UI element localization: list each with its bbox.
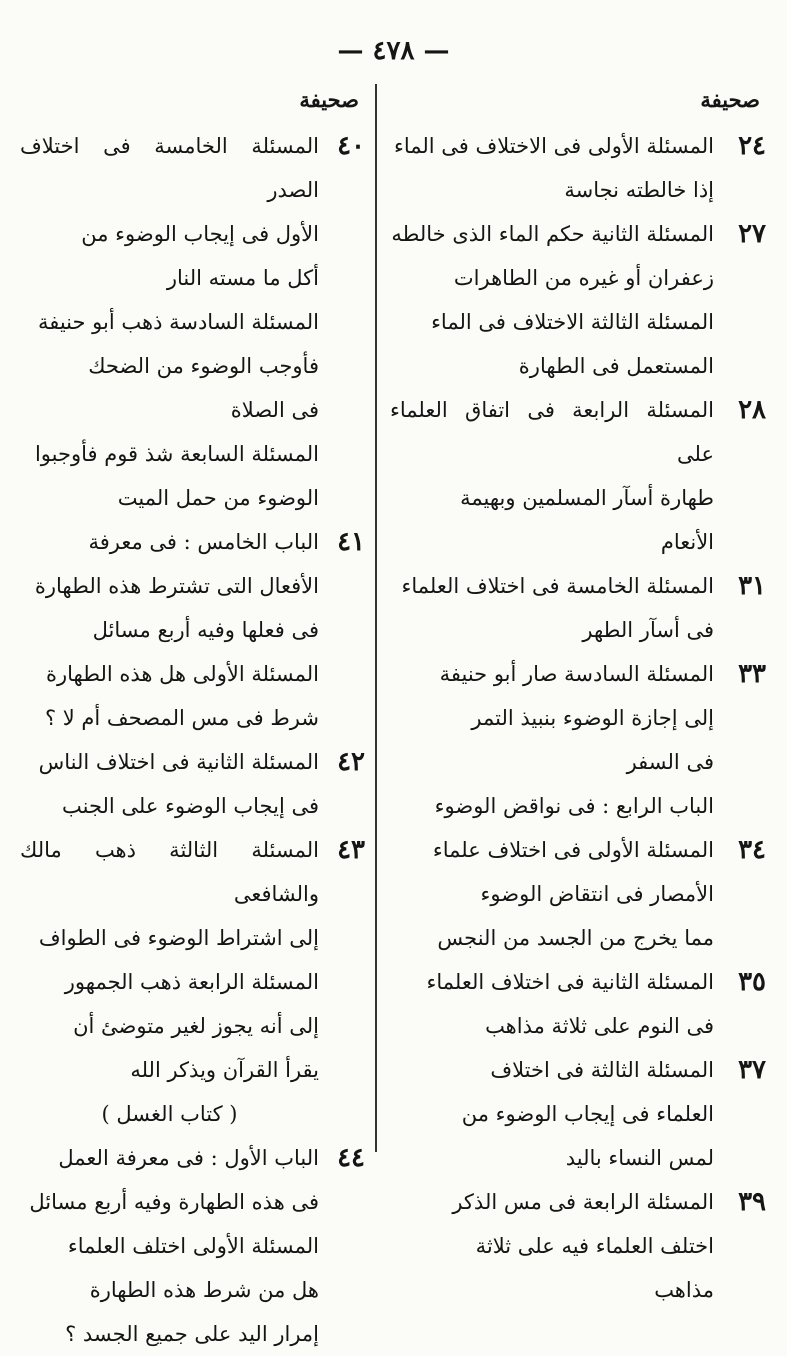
entry-page-number: ٣٤ — [738, 835, 766, 865]
entry-page-number: ٣٥ — [738, 967, 766, 997]
entry-page-number: ٤٣ — [337, 835, 365, 865]
toc-entry — [20, 1092, 365, 1136]
toc-entry — [390, 784, 766, 828]
toc-entry — [390, 828, 766, 960]
left-column — [20, 80, 365, 1356]
entry-page-number: ٤١ — [337, 527, 365, 557]
entry-title: الباب الأول : فى معرفة العمل فى هذه الطهارة وفيه أربع مسائل — [29, 1146, 319, 1214]
entry-title: المسئلة الثانية فى اختلاف الناس فى إيجاب الوضوء على الجنب — [38, 750, 319, 818]
right-column — [390, 80, 766, 1312]
right-column-header: صحيفة — [700, 87, 760, 112]
entry-title: المسئلة الخامسة فى اختلاف العلماء فى أسآر الطهر — [401, 574, 714, 642]
entry-title: المسئلة الثالثة ذهب مالك والشافعى إلى اشتراط الوضوء فى الطواف — [20, 838, 319, 950]
left-column-header: صحيفة — [299, 87, 359, 112]
entry-title: المسئلة السادسة ذهب أبو حنيفة فأوجب الوضوء من الضحك فى الصلاة — [37, 310, 319, 422]
entry-title: المسئلة الأولى هل هذه الطهارة شرط فى مس المصحف أم لا ؟ — [44, 662, 319, 730]
toc-entry — [20, 124, 365, 300]
entry-title: المسئلة الثالثة الاختلاف فى الماء المستعمل فى الطهارة — [431, 310, 714, 378]
entry-title: المسئلة الرابعة ذهب الجمهور إلى أنه يجوز لغير متوضئ أن يقرأ القرآن ويذكر الله — [64, 970, 319, 1082]
entry-title: الباب الرابع : فى نواقض الوضوء — [434, 794, 714, 818]
entry-title: الباب الخامس : فى معرفة الأفعال التى تشترط هذه الطهارة فى فعلها وفيه أربع مسائل — [34, 530, 319, 642]
entry-page-number: ٣٧ — [738, 1055, 766, 1085]
toc-entry — [390, 1180, 766, 1312]
entry-title: المسئلة السابعة شذ قوم فأوجبوا الوضوء من حمل الميت — [34, 442, 319, 510]
column-divider — [375, 84, 377, 1152]
entry-title: ( كتاب الغسل ) — [101, 1102, 238, 1126]
entry-title: المسئلة الثانية حكم الماء الذى خالطه زعفران أو غيره من الطاهرات — [391, 222, 714, 290]
right-entries — [390, 124, 766, 1312]
toc-entry — [20, 1224, 365, 1356]
entry-page-number: ٤٠ — [337, 131, 365, 161]
entry-title: المسئلة الأولى فى اختلاف علماء الأمصار فى انتقاض الوضوء مما يخرج من الجسد من النجس — [432, 838, 714, 950]
entry-page-number: ٤٢ — [337, 747, 365, 777]
entry-page-number: ٢٧ — [738, 219, 766, 249]
toc-entry — [390, 300, 766, 388]
toc-entry — [20, 432, 365, 520]
entry-page-number: ٢٤ — [738, 131, 766, 161]
toc-entry — [390, 652, 766, 784]
toc-entry — [20, 960, 365, 1092]
toc-entry — [390, 388, 766, 564]
entry-title: المسئلة السادسة صار أبو حنيفة إلى إجازة الوضوء بنبيذ التمر فى السفر — [439, 662, 714, 774]
toc-entry — [390, 1048, 766, 1180]
toc-entry — [390, 564, 766, 652]
entry-title: المسئلة الرابعة فى مس الذكر اختلف العلماء فيه على ثلاثة مذاهب — [452, 1190, 714, 1302]
entry-title: المسئلة الرابعة فى اتفاق العلماء على طهارة أسآر المسلمين وبهيمة الأنعام — [390, 398, 714, 554]
entry-title: المسئلة الخامسة فى اختلاف الصدر الأول فى إيجاب الوضوء من أكل ما مسته النار — [20, 134, 319, 290]
toc-entry — [20, 1136, 365, 1224]
toc-entry — [390, 960, 766, 1048]
toc-entry — [20, 652, 365, 740]
toc-entry — [20, 740, 365, 828]
page-number: — ٤٧٨ — — [337, 36, 450, 66]
entry-page-number: ٣٣ — [738, 659, 766, 689]
entry-page-number: ٣١ — [738, 571, 766, 601]
entry-title: المسئلة الثالثة فى اختلاف العلماء فى إيجاب الوضوء من لمس النساء باليد — [461, 1058, 714, 1170]
toc-entry — [20, 520, 365, 652]
toc-entry — [390, 124, 766, 212]
entry-page-number: ٣٩ — [738, 1187, 766, 1217]
toc-entry — [20, 828, 365, 960]
entry-page-number: ٤٤ — [337, 1143, 365, 1173]
entry-title: المسئلة الأولى فى الاختلاف فى الماء إذا خالطته نجاسة — [393, 134, 714, 202]
toc-entry — [390, 212, 766, 300]
left-entries — [20, 124, 365, 1356]
entry-page-number: ٢٨ — [738, 395, 766, 425]
toc-entry — [20, 300, 365, 432]
entry-title: المسئلة الثانية فى اختلاف العلماء فى النوم على ثلاثة مذاهب — [426, 970, 714, 1038]
entry-title: المسئلة الأولى اختلف العلماء هل من شرط هذه الطهارة إمرار اليد على جميع الجسد ؟ — [65, 1234, 319, 1346]
